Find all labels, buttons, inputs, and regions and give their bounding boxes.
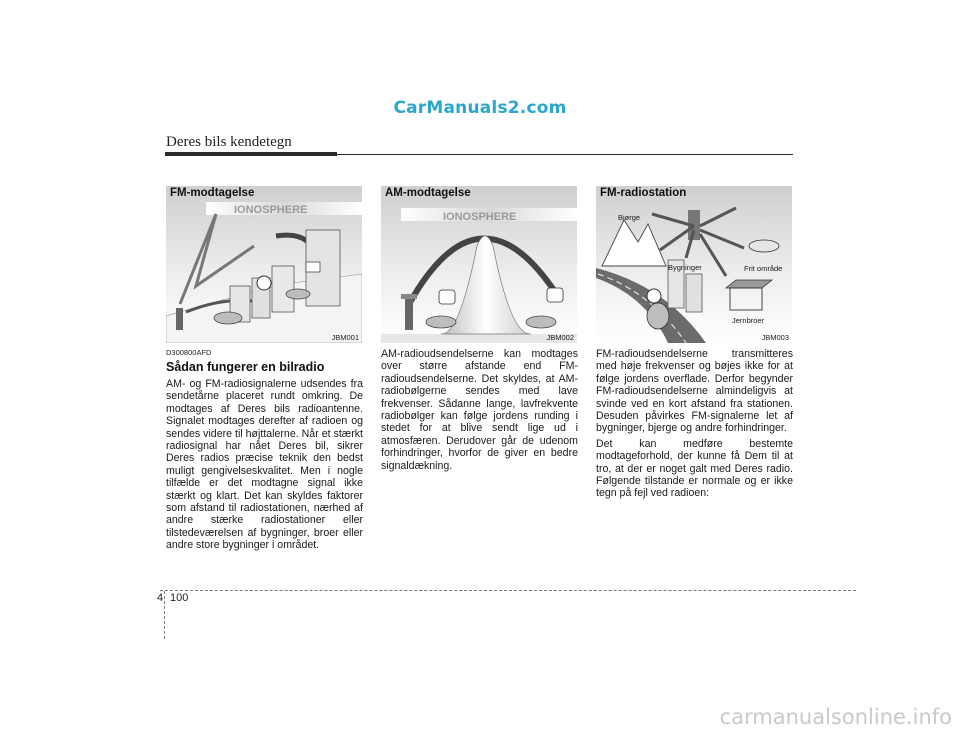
figure-code: JBM001 (331, 333, 359, 342)
am-reception-illustration (381, 186, 577, 343)
watermark-bottom: carmanualsonline.info (719, 705, 952, 729)
label-open-area: Frit område (744, 264, 783, 273)
footer-divider (164, 591, 165, 639)
label-mountains: Bjørge (618, 213, 641, 222)
figure-fm-station (596, 186, 792, 343)
section-title: Deres bils kendetegn (166, 134, 292, 150)
column-2-text (381, 348, 578, 472)
paragraph: FM-radioudsendelserne transmitteres med høje frekvenser og bøjes ikke for at følge jordens overflade. Derfor begynder FM-radioudsendelserne almindeligvis at svinde ved en kort afstand fra stationen. Desuden påvirkes FM-signalerne let af bygninger, bjerge og andre forhindringer. (596, 348, 793, 435)
figure-title: FM-modtagelse (170, 187, 255, 199)
paragraph: AM-radioudsendelserne kan modtages over større afstande end FM-radioudsendelserne. Det skyldes, at AM-radiobølgerne sendes med lave frekvenser. Sådanne lange, lavfrekvente radiobølger kan følge jordens runding i stedet for at blive sendt lige ud i atmosfæren. Derudover går de udenom forhindringer, hvorfor de giver en bedre signaldækning. (381, 348, 578, 472)
column-3-text (596, 348, 793, 500)
section-heading: Sådan fungerer en bilradio (166, 360, 325, 374)
watermark-top: CarManuals2.com (393, 98, 567, 118)
figure-title: AM-modtagelse (385, 187, 471, 199)
title-rule-line (337, 154, 793, 155)
figure-code: JBM002 (546, 333, 574, 342)
label-buildings: Bygninger (668, 263, 702, 272)
figure-title: FM-radiostation (600, 187, 687, 199)
column-1-text (166, 378, 363, 552)
page-number: 100 (170, 592, 189, 604)
footer-rule (160, 590, 856, 591)
paragraph: AM- og FM-radiosignalerne udsendes fra sendetårne placeret rundt omkring. De modtages af Deres bils radioantenne. Signalet modtages derefter af radioen og sendes videre til højttalerne. Når et stærkt radiosignal har nået Deres bil, sikrer Deres radios præcise teknik den bedst muligt gengivelseskvalitet. Men i nogle tilfælde er det modtagne signal ikke stærkt og klart. Det kan skyldes faktorer som afstand til radiostationen, nærhed af andre stærke radiostationer eller tilstedeværelsen af bygninger, broer eller andre store bygninger i området. (166, 378, 363, 552)
fm-reception-illustration (166, 186, 362, 343)
svg-text:IONOSPHERE: IONOSPHERE (234, 204, 308, 216)
svg-text:IONOSPHERE: IONOSPHERE (443, 211, 517, 223)
figure-fm-reception (166, 186, 362, 343)
document-code: D300800AFD (166, 348, 212, 357)
label-bridge: Jernbroer (732, 316, 765, 325)
chapter-number: 4 (157, 592, 164, 604)
paragraph: Det kan medføre bestemte modtageforhold, der kunne få Dem til at tro, at der er noget galt med Deres radio. Følgende tilstande er normale og er ikke tegn på fejl ved radioen: (596, 437, 793, 500)
title-rule (165, 152, 337, 156)
figure-am-reception (381, 186, 577, 343)
figure-code: JBM003 (761, 333, 789, 342)
